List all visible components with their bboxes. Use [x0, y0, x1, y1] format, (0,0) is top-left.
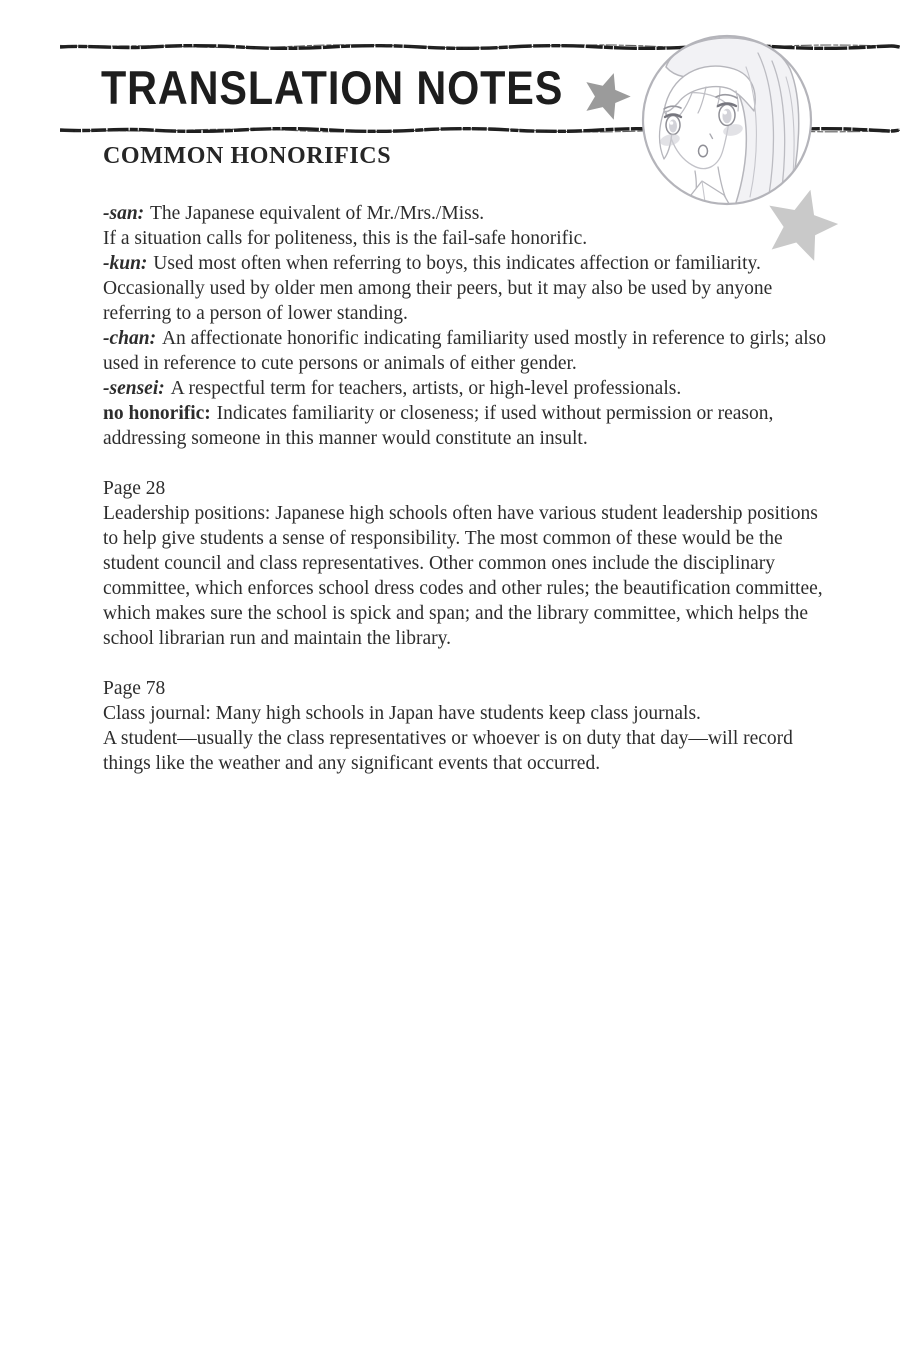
- note-page-label: Page 78: [103, 678, 166, 699]
- honorific-definition: A respectful term for teachers, artists, or high-level professionals.: [170, 378, 682, 399]
- honorific-definition: Used most often when referring to boys, this indicates affection or familiarity. Occasionally used by older men among their peers, but it may also be used by anyone referring to a person of lower standing.: [103, 253, 773, 324]
- honorific-entry: [103, 201, 835, 226]
- notes-body: [103, 201, 835, 776]
- honorific-definition: Indicates familiarity or closeness; if used without permission or reason, addressing someone in this manner would constitute an insult.: [103, 403, 774, 449]
- honorific-entry: [103, 251, 835, 326]
- note-text: Class journal: Many high schools in Japan have students keep class journals.: [103, 703, 701, 724]
- honorific-term: -chan:: [103, 328, 157, 349]
- honorific-term: -sensei:: [103, 378, 165, 399]
- star-icon: [575, 64, 639, 126]
- honorific-definition: An affectionate honorific indicating familiarity used mostly in reference to girls; also used in reference to cute persons or animals of either gender.: [103, 328, 826, 374]
- note-page-label: Page 28: [103, 478, 166, 499]
- honorific-entry: [103, 326, 835, 376]
- note-text: A student—usually the class representatives or whoever is on duty that day—will record things like the weather and any significant events that occurred.: [103, 728, 793, 774]
- note-text: Leadership positions: Japanese high schools often have various student leadership positions to help give students a sense of responsibility. The most common of these would be the student council and class representatives. Other common ones include the disciplinary committee, which enforces school dress codes and other rules; the beautification committee, which makes sure the school is spick and span; and the library committee, which helps the school librarian run and maintain the library.: [103, 503, 823, 649]
- note-section-page-28: [103, 476, 835, 651]
- honorific-entry: [103, 376, 835, 401]
- note-section-page-78: [103, 676, 835, 776]
- honorific-entry: [103, 226, 835, 251]
- section-heading: COMMON HONORIFICS: [103, 143, 392, 169]
- honorific-definition: The Japanese equivalent of Mr./Mrs./Miss.: [150, 203, 485, 224]
- honorifics-list: [103, 201, 835, 451]
- honorific-term: no honorific:: [103, 403, 211, 424]
- honorific-entry: [103, 401, 835, 451]
- page-title: TRANSLATION NOTES: [101, 61, 564, 114]
- honorific-definition: If a situation calls for politeness, this is the fail-safe honorific.: [103, 228, 588, 249]
- honorific-term: -san:: [103, 203, 145, 224]
- honorific-term: -kun:: [103, 253, 148, 274]
- anime-girl-portrait: [640, 33, 814, 207]
